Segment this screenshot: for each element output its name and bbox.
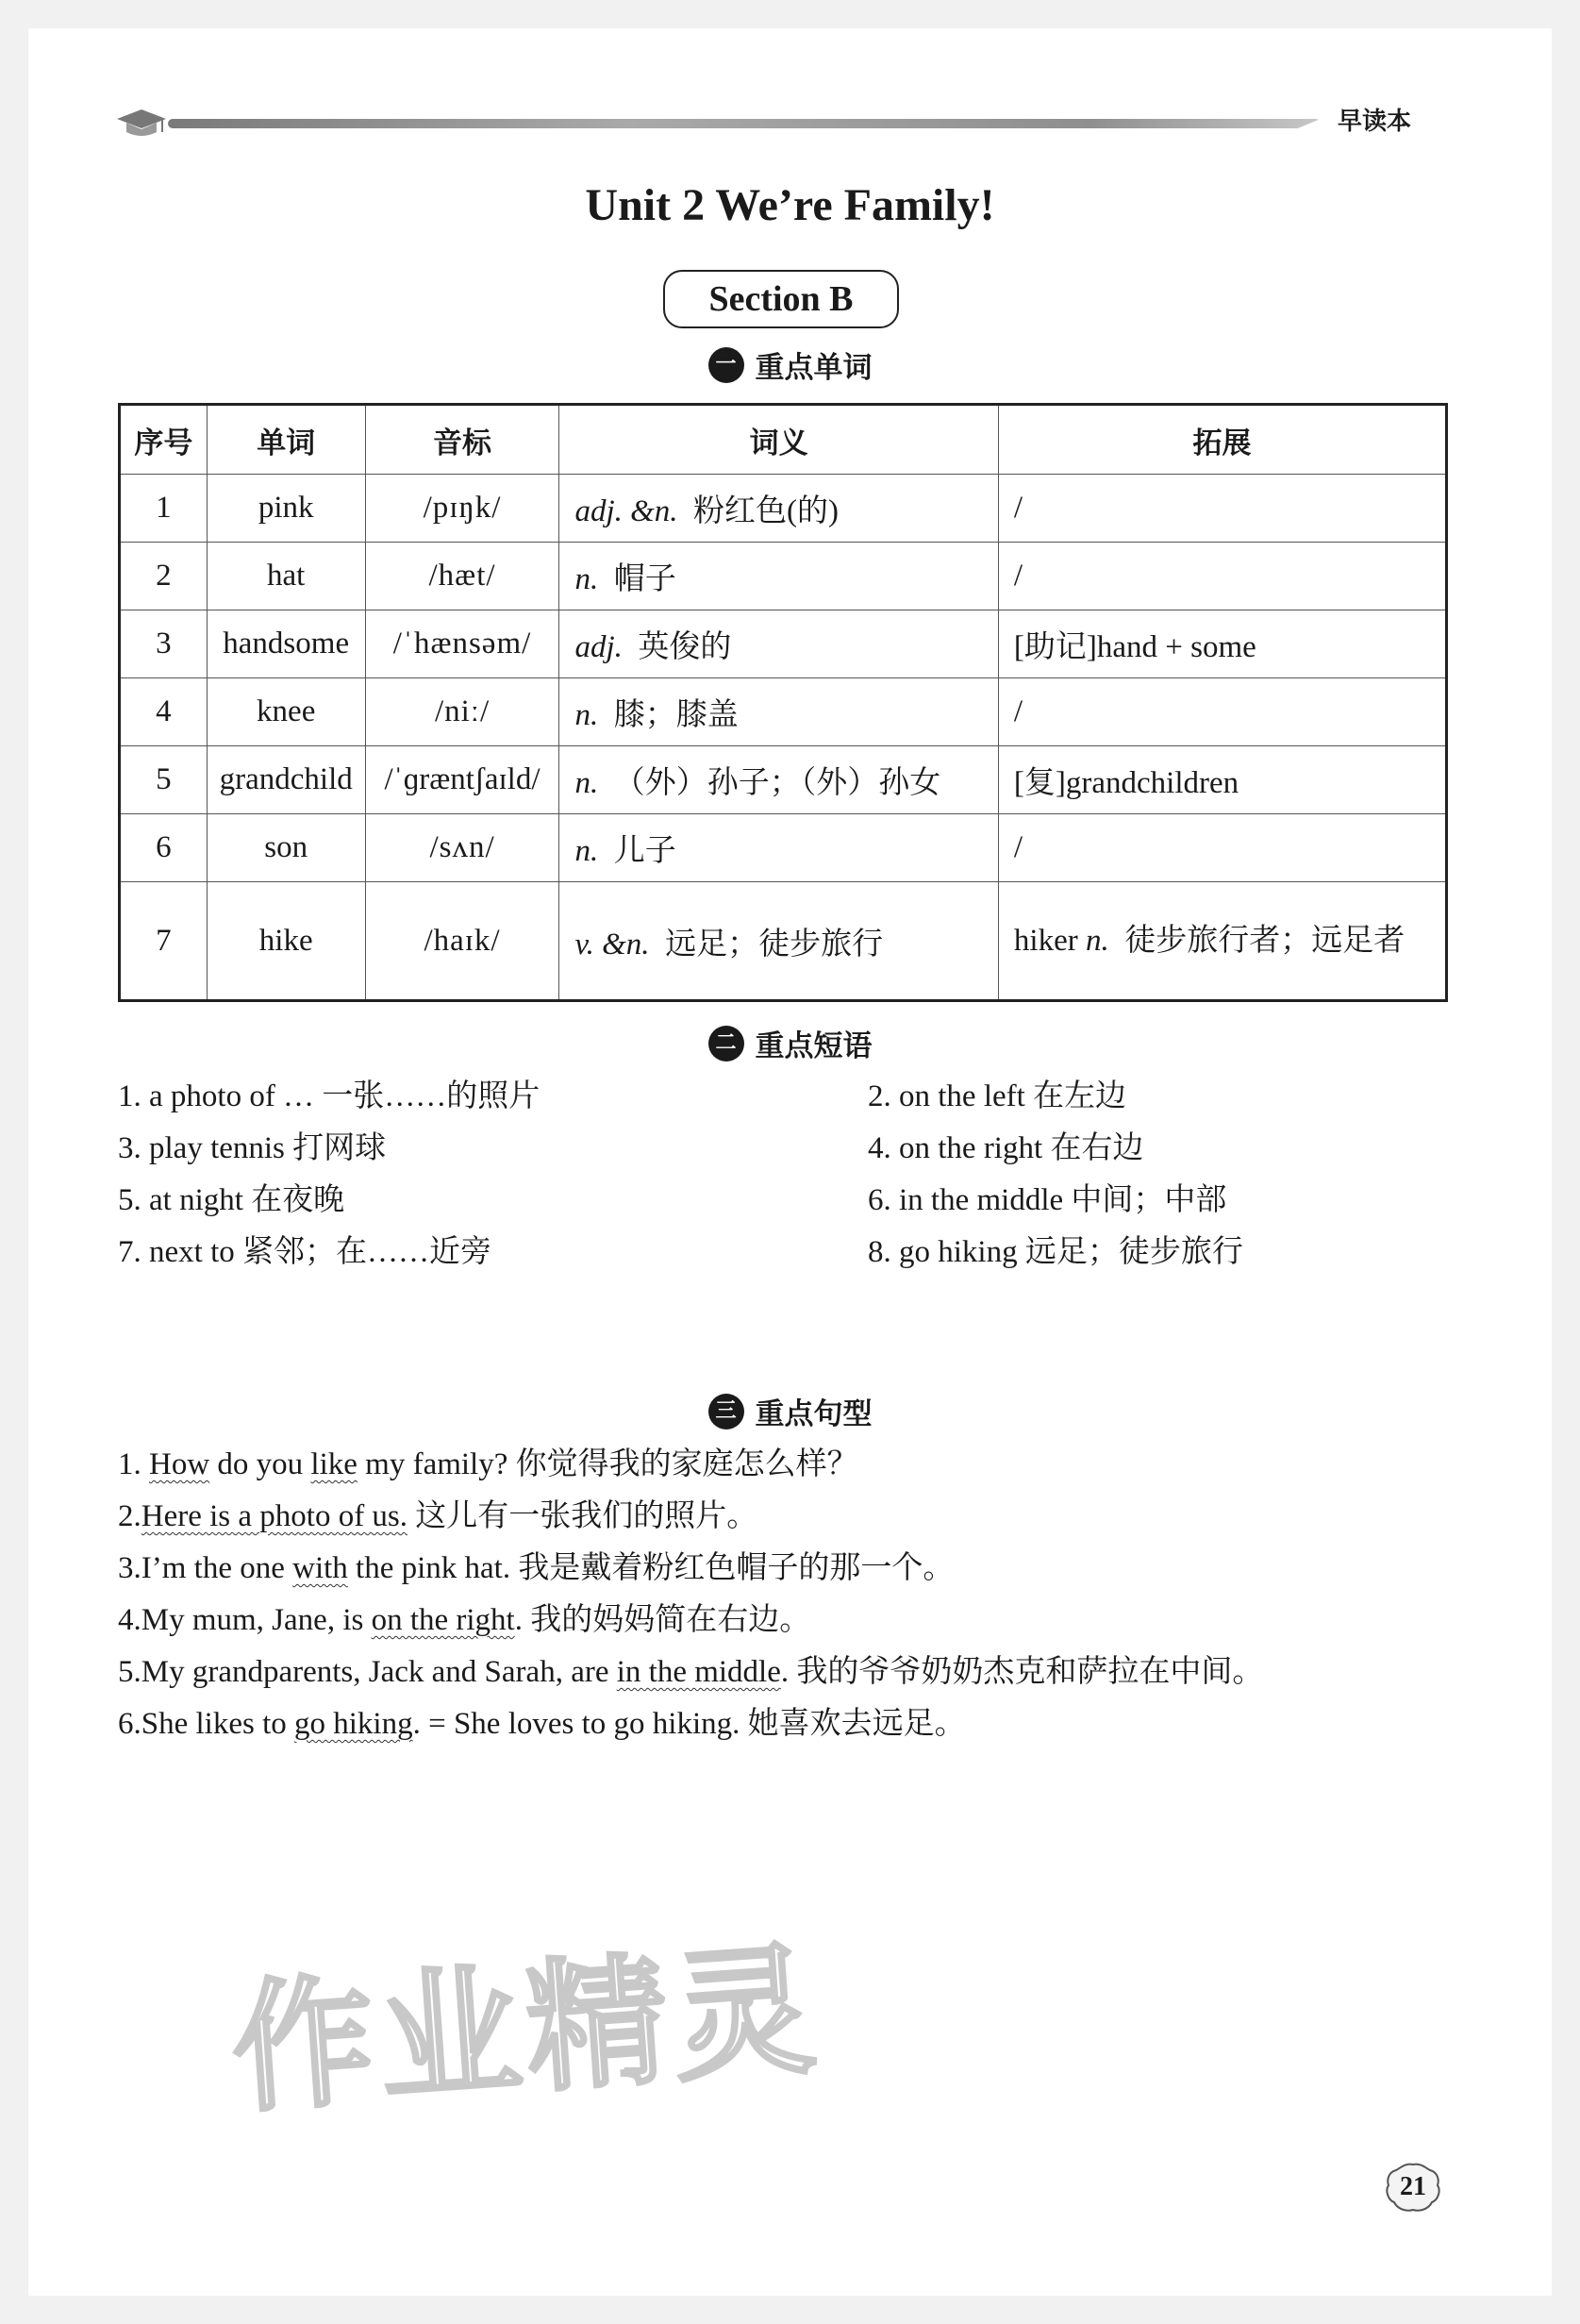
extension-pos: n. <box>1085 924 1109 958</box>
highlight: with <box>292 1551 348 1585</box>
list-item: 7. next to 紧邻；在……近旁 <box>118 1235 491 1269</box>
table-row <box>120 678 1447 746</box>
cell-extension: [助记]hand + some <box>998 610 1446 678</box>
list-item: 5. at night 在夜晚 <box>118 1183 345 1217</box>
cell-phonetic: /ˈɡræntʃaɪld/ <box>365 746 559 814</box>
meaning: 膝；膝盖 <box>613 698 739 732</box>
heading-badge: 一 <box>708 347 744 383</box>
sentence-num: 5. <box>118 1655 141 1689</box>
sentence-text: . 我的爷爷奶奶杰克和萨拉在中间。 <box>780 1655 1264 1689</box>
extension-text: 徒步旅行者；远足者 <box>1124 924 1405 958</box>
page-number <box>1385 2161 1441 2214</box>
sentence-text: . = She loves to go hiking. 她喜欢去远足。 <box>412 1707 966 1741</box>
highlight: go hiking <box>294 1707 413 1741</box>
cell-meaning <box>559 746 998 814</box>
sentences-heading <box>0 1390 1580 1432</box>
list-item: 1. a photo of … 一张……的照片 <box>118 1079 541 1113</box>
meaning: 粉红色(的) <box>693 494 840 528</box>
cell-extension: / <box>998 814 1446 882</box>
sentence-num: 2. <box>118 1499 141 1533</box>
list-item: 8. go hiking 远足；徒步旅行 <box>868 1235 1243 1269</box>
cell-meaning <box>559 610 998 678</box>
highlight: like <box>310 1447 358 1481</box>
section-label: Section B <box>663 270 899 328</box>
cell-word: pink <box>207 475 365 543</box>
cell-phonetic: /haɪk/ <box>365 882 559 1001</box>
cell-num: 6 <box>120 814 208 882</box>
heading-badge: 二 <box>708 1026 744 1062</box>
table-row <box>120 543 1447 610</box>
sentence-num: 4. <box>118 1603 141 1637</box>
pos: n. <box>574 698 599 732</box>
cell-word: hike <box>207 882 365 1001</box>
sentence-text: She likes to <box>141 1707 294 1741</box>
list-item: 6. in the middle 中间；中部 <box>868 1183 1227 1217</box>
highlight: How <box>149 1447 210 1481</box>
sentence-num: 6. <box>118 1707 141 1741</box>
pos: v. &n. <box>574 927 650 961</box>
cell-word: handsome <box>207 610 365 678</box>
cell-phonetic: /hæt/ <box>365 543 559 610</box>
header-label: 早读本 <box>1338 108 1412 136</box>
highlight: in the middle <box>616 1655 781 1689</box>
cell-num: 2 <box>120 543 208 610</box>
pos: adj. &n. <box>574 494 678 528</box>
heading-text: 重点句型 <box>755 1397 873 1431</box>
sentence-num: 3. <box>118 1551 141 1585</box>
table-row <box>120 882 1447 1001</box>
cell-phonetic: /sʌn/ <box>365 814 559 882</box>
cell-phonetic: /niː/ <box>365 678 559 746</box>
words-heading <box>0 343 1580 386</box>
col-header: 单词 <box>207 405 365 475</box>
table-row <box>120 475 1447 543</box>
vocabulary-table <box>118 403 1448 1002</box>
watermark: 作业精灵 <box>226 1928 826 2133</box>
table-row <box>120 746 1447 814</box>
heading-text: 重点短语 <box>755 1029 873 1063</box>
cell-meaning <box>559 543 998 610</box>
highlight: Here is a photo of us. <box>141 1499 408 1533</box>
list-item <box>118 1439 858 1483</box>
meaning: 英俊的 <box>638 630 732 664</box>
cell-num: 7 <box>120 882 208 1001</box>
table-row <box>120 610 1447 678</box>
list-item: 3. play tennis 打网球 <box>118 1131 387 1165</box>
sentence-text: do you <box>209 1447 311 1481</box>
meaning: （外）孙子；（外）孙女 <box>613 766 941 800</box>
cell-phonetic: /pɪŋk/ <box>365 475 559 543</box>
list-item <box>118 1595 810 1639</box>
meaning: 帽子 <box>613 562 676 596</box>
heading-text: 重点单词 <box>755 351 873 385</box>
cell-extension: / <box>998 678 1446 746</box>
heading-badge: 三 <box>708 1394 744 1430</box>
sentence-text: My mum, Jane, is <box>141 1603 372 1637</box>
cell-num: 5 <box>120 746 208 814</box>
cell-extension: / <box>998 475 1446 543</box>
sentence-text: I’m the one <box>141 1551 293 1585</box>
cell-meaning <box>559 475 998 543</box>
highlight: on the right <box>371 1603 515 1637</box>
col-header: 音标 <box>365 405 559 475</box>
cell-phonetic: /ˈhænsəm/ <box>365 610 559 678</box>
pos: n. <box>574 766 599 800</box>
cell-meaning <box>559 678 998 746</box>
pos: n. <box>574 834 599 868</box>
sentence-num: 1. <box>118 1447 141 1481</box>
cell-extension: [复]grandchildren <box>998 746 1446 814</box>
cell-meaning <box>559 814 998 882</box>
col-header: 序号 <box>120 405 208 475</box>
list-item <box>118 1698 966 1743</box>
sentence-text: 这儿有一张我们的照片。 <box>407 1499 758 1533</box>
meaning: 远足；徒步旅行 <box>665 927 884 961</box>
table-row <box>120 814 1447 882</box>
list-item: 2. on the left 在左边 <box>868 1079 1127 1113</box>
sentence-text: the pink hat. 我是戴着粉红色帽子的那一个。 <box>347 1551 955 1585</box>
sentence-text: . 我的妈妈简在右边。 <box>514 1603 811 1637</box>
cell-word: knee <box>207 678 365 746</box>
extension-word: hiker <box>1013 924 1078 958</box>
col-header: 词义 <box>559 405 998 475</box>
unit-title: Unit 2 We’re Family! <box>585 180 995 230</box>
cell-num: 1 <box>120 475 208 543</box>
list-item <box>118 1543 954 1587</box>
sentence-text: My grandparents, Jack and Sarah, are <box>141 1655 617 1689</box>
table-header-row <box>120 405 1447 475</box>
cell-word: hat <box>207 543 365 610</box>
page-number-text: 21 <box>1400 2172 1426 2201</box>
header-bar <box>168 119 1321 128</box>
meaning: 儿子 <box>613 834 676 868</box>
sentence-text: my family? 你觉得我的家庭怎么样？ <box>357 1447 858 1481</box>
cell-meaning <box>559 882 998 1001</box>
cell-word: son <box>207 814 365 882</box>
col-header: 拓展 <box>998 405 1446 475</box>
pos: n. <box>574 562 599 596</box>
cell-num: 4 <box>120 678 208 746</box>
cell-word: grandchild <box>207 746 365 814</box>
list-item: 4. on the right 在右边 <box>868 1131 1144 1165</box>
phrases-heading <box>0 1022 1580 1064</box>
list-item <box>118 1491 757 1535</box>
graduation-cap-icon <box>113 104 170 142</box>
cell-extension: / <box>998 543 1446 610</box>
cell-num: 3 <box>120 610 208 678</box>
pos: adj. <box>574 630 623 664</box>
cell-extension <box>998 882 1446 1001</box>
list-item <box>118 1647 1263 1691</box>
